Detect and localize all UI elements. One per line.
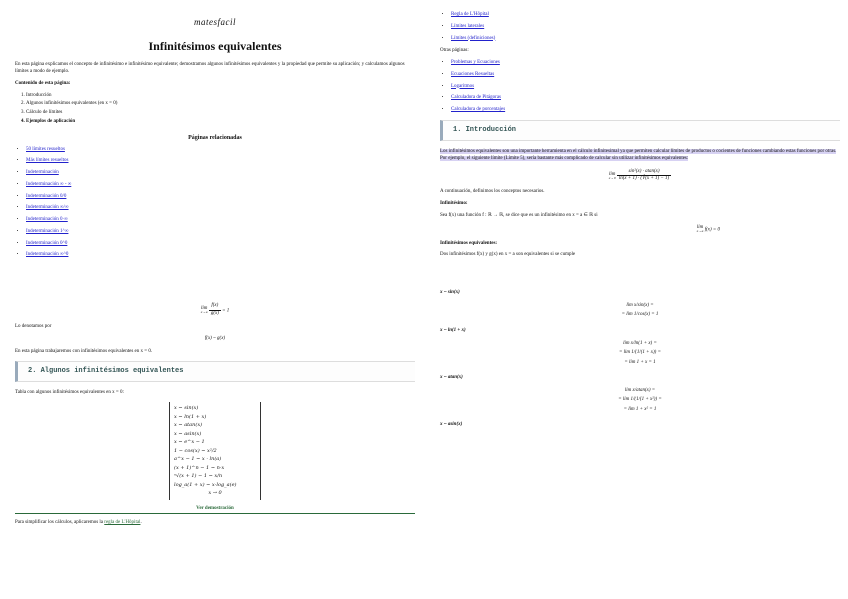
equivalence-table — [169, 402, 261, 500]
other-page-link[interactable]: Ecuaciones Resueltas — [451, 71, 495, 77]
related-link[interactable]: Regla de L'Hôpital — [451, 12, 489, 17]
simplify-text: Para simplificar los cálculos, aplicaremos la — [15, 520, 104, 526]
equivalence-row: 1 − cos(x) ~ x²/2 — [174, 447, 217, 454]
case-derivation — [440, 339, 840, 368]
site-logo[interactable]: matesfacil — [194, 17, 236, 27]
contents-heading: Contenido de esta página: — [15, 80, 71, 86]
highlighted-text: Los infinitésimos equivalentes son una importante herramienta en el cálculo infinitesimal ya que permiten calcular límites de productos o cocientes de funciones cambiando estas funciones por otras. Por ejemplo, el siguiente límite (Límite 5), sería bastante más complicado de calcular sin utilizar infinitésimos equivalentes: — [440, 149, 837, 161]
contents-item[interactable]: 2. Algunos infinitésimos equivalentes (en x = 0) — [26, 101, 415, 108]
show-proof-toggle[interactable]: Ver demostración — [15, 506, 415, 515]
case-derivation — [440, 386, 840, 415]
related-link[interactable]: Límites laterales — [451, 23, 485, 29]
case-heading: x ~ sin(x) — [440, 290, 460, 296]
derivation-line: = lim 1 + x² = 1 — [623, 406, 657, 412]
related-link[interactable]: Indeterminación ∞ - ∞ — [26, 181, 72, 187]
infinitesimo-subscript: x→a — [696, 229, 704, 234]
infinitesimo-heading: Infinitésimo: — [440, 200, 468, 206]
limit-numerator: f(x) — [209, 303, 221, 311]
derivation-line: = lim 1/cos(x) = 1 — [621, 312, 659, 318]
related-link[interactable]: Indeterminación 1^∞ — [26, 228, 69, 234]
intro-paragraph: En esta página explicamos el concepto de infinitésimo e infinitésimo equivalente; demostramos algunos infinitésimos equivalentes y la propiedad que permite su aplicación; y calculamos algunos límites a modo de ejemplo. — [15, 62, 405, 75]
intro-highlight-paragraph — [440, 149, 840, 163]
other-page-link[interactable]: Calculadora de porcentajes — [451, 107, 506, 112]
related-link[interactable]: Límites (definiciones) — [451, 35, 496, 41]
related-link[interactable]: Indeterminación ∞/∞ — [26, 205, 69, 211]
case-heading: x ~ atan(x) — [440, 375, 463, 381]
example-limit-subscript: x→0 — [608, 175, 616, 180]
case-derivation — [440, 301, 840, 320]
example-denominator: ln(x + 1) · (∛(x + 1) − 1) — [618, 176, 670, 182]
other-pages-list — [440, 60, 840, 114]
section-heading-1: 1. Introducción — [440, 120, 840, 141]
related-link[interactable]: Indeterminación 0/0 — [26, 193, 67, 199]
page-title: Infinitésimos equivalentes — [148, 39, 282, 54]
equiv-heading: Infinitésimos equivalentes: — [440, 240, 498, 246]
infinitesimo-text: Sea f(x) una función f : ℝ → ℝ, se dice que es un infinitésimo en x = a ∈ ℝ si — [440, 212, 598, 218]
derivation-line: lim x/atan(x) = — [624, 387, 656, 393]
other-page-link[interactable]: Calculadora de Pitágoras — [451, 95, 501, 101]
denote-formula: f(x) ~ g(x) — [204, 336, 226, 342]
simplify-paragraph: Para simplificar los cálculos, aplicaremos la regla de L'Hôpital. — [15, 520, 142, 526]
equivalence-row: ⁿ√(x + 1) − 1 ~ x/n — [174, 473, 223, 480]
related-heading: Páginas relacionadas — [188, 134, 242, 141]
left-column — [15, 0, 415, 532]
equivalence-limit-formula: lim x→a $\frac{f(x)}{g(x)}$ = 1 — [200, 303, 230, 316]
infinitesimo-formula: lim x→a f(x) = 0 — [696, 225, 720, 234]
lhopital-link[interactable]: regla de L'Hôpital — [104, 520, 141, 526]
contents-item[interactable]: 1. Introducción — [26, 93, 415, 100]
example-limit-formula: lim x→0 $\frac{\text{sin²(x) · atan(x)}}{\ln(x + 1) \cdot (∛(x + 1) - 1)}$ — [608, 168, 670, 182]
infinitesimo-math: f(x) = 0 — [704, 227, 720, 233]
case-heading: x ~ asin(x) — [440, 422, 463, 428]
example-numerator: sin²(x) · atan(x) — [617, 169, 671, 177]
equivalence-row: x ~ e^x − 1 — [174, 439, 205, 446]
related-link[interactable]: Indeterminación ∞^0 — [26, 252, 69, 258]
related-link[interactable]: Más límites resueltos — [26, 158, 69, 164]
equivalence-condition: x → 0 — [208, 490, 222, 497]
derivation-line: = lim 1/(1/(1 + x²)) = — [618, 397, 662, 403]
equivalence-row: (x + 1)^n − 1 ~ n·x — [174, 464, 225, 471]
derivation-line: = lim 1/(1/(1 + x)) = — [619, 350, 661, 356]
related-link[interactable]: 50 límites resueltos — [26, 146, 65, 152]
equivalence-row: x ~ asin(x) — [174, 430, 202, 437]
equivalence-row: a^x − 1 ~ x · ln(a) — [174, 456, 222, 463]
related-link[interactable]: Indeterminación — [26, 170, 59, 176]
derivation-line: = lim 1 + x = 1 — [624, 359, 656, 365]
derivation-line: lim x/sin(x) = — [626, 302, 654, 308]
work-text: En esta página trabajaremos con infinitésimos equivalentes en x = 0. — [15, 349, 153, 355]
limit-equals: = 1 — [222, 308, 230, 314]
equivalence-row: x ~ sin(x) — [174, 405, 199, 412]
related-list — [15, 147, 415, 260]
other-page-link[interactable]: Problemas y Ecuaciones — [451, 60, 500, 65]
equivalence-row: x ~ ln(1 + x) — [174, 413, 207, 420]
related-link[interactable]: Indeterminación 0^0 — [26, 240, 68, 246]
table-intro: Tabla con algunos infinitésimos equivalentes en x = 0: — [15, 390, 124, 396]
equivalence-row: x ~ atan(x) — [174, 422, 203, 429]
equivalence-row: log_a(1 + x) ~ x·log_a(e) — [174, 481, 237, 488]
equiv-text: Dos infinitésimos f(x) y g(x) en x = a son equivalentes si se cumple — [440, 252, 576, 258]
contents-item[interactable]: 4. Ejemplos de aplicación — [26, 119, 415, 126]
related-link[interactable]: Indeterminación 0·∞ — [26, 217, 68, 223]
denote-text: Lo denotamos por — [15, 323, 52, 329]
contents-item[interactable]: 3. Cálculo de límites — [26, 110, 415, 117]
contents-list — [15, 93, 415, 126]
right-column — [440, 0, 840, 433]
case-heading: x ~ ln(1 + x) — [440, 327, 466, 333]
derivation-line: lim x/ln(1 + x) = — [623, 340, 657, 346]
define-text: A continuación, definimos los conceptos necesarios. — [440, 189, 545, 195]
section-heading-2: 2. Algunos infinitésimos equivalentes — [15, 361, 415, 382]
other-page-link[interactable]: Logaritmos — [451, 83, 475, 89]
limit-subscript: x→a — [200, 310, 208, 315]
other-pages-heading: Otras páginas: — [440, 48, 469, 54]
limit-denominator: g(x) — [210, 310, 219, 316]
related-list-continued — [440, 12, 840, 42]
